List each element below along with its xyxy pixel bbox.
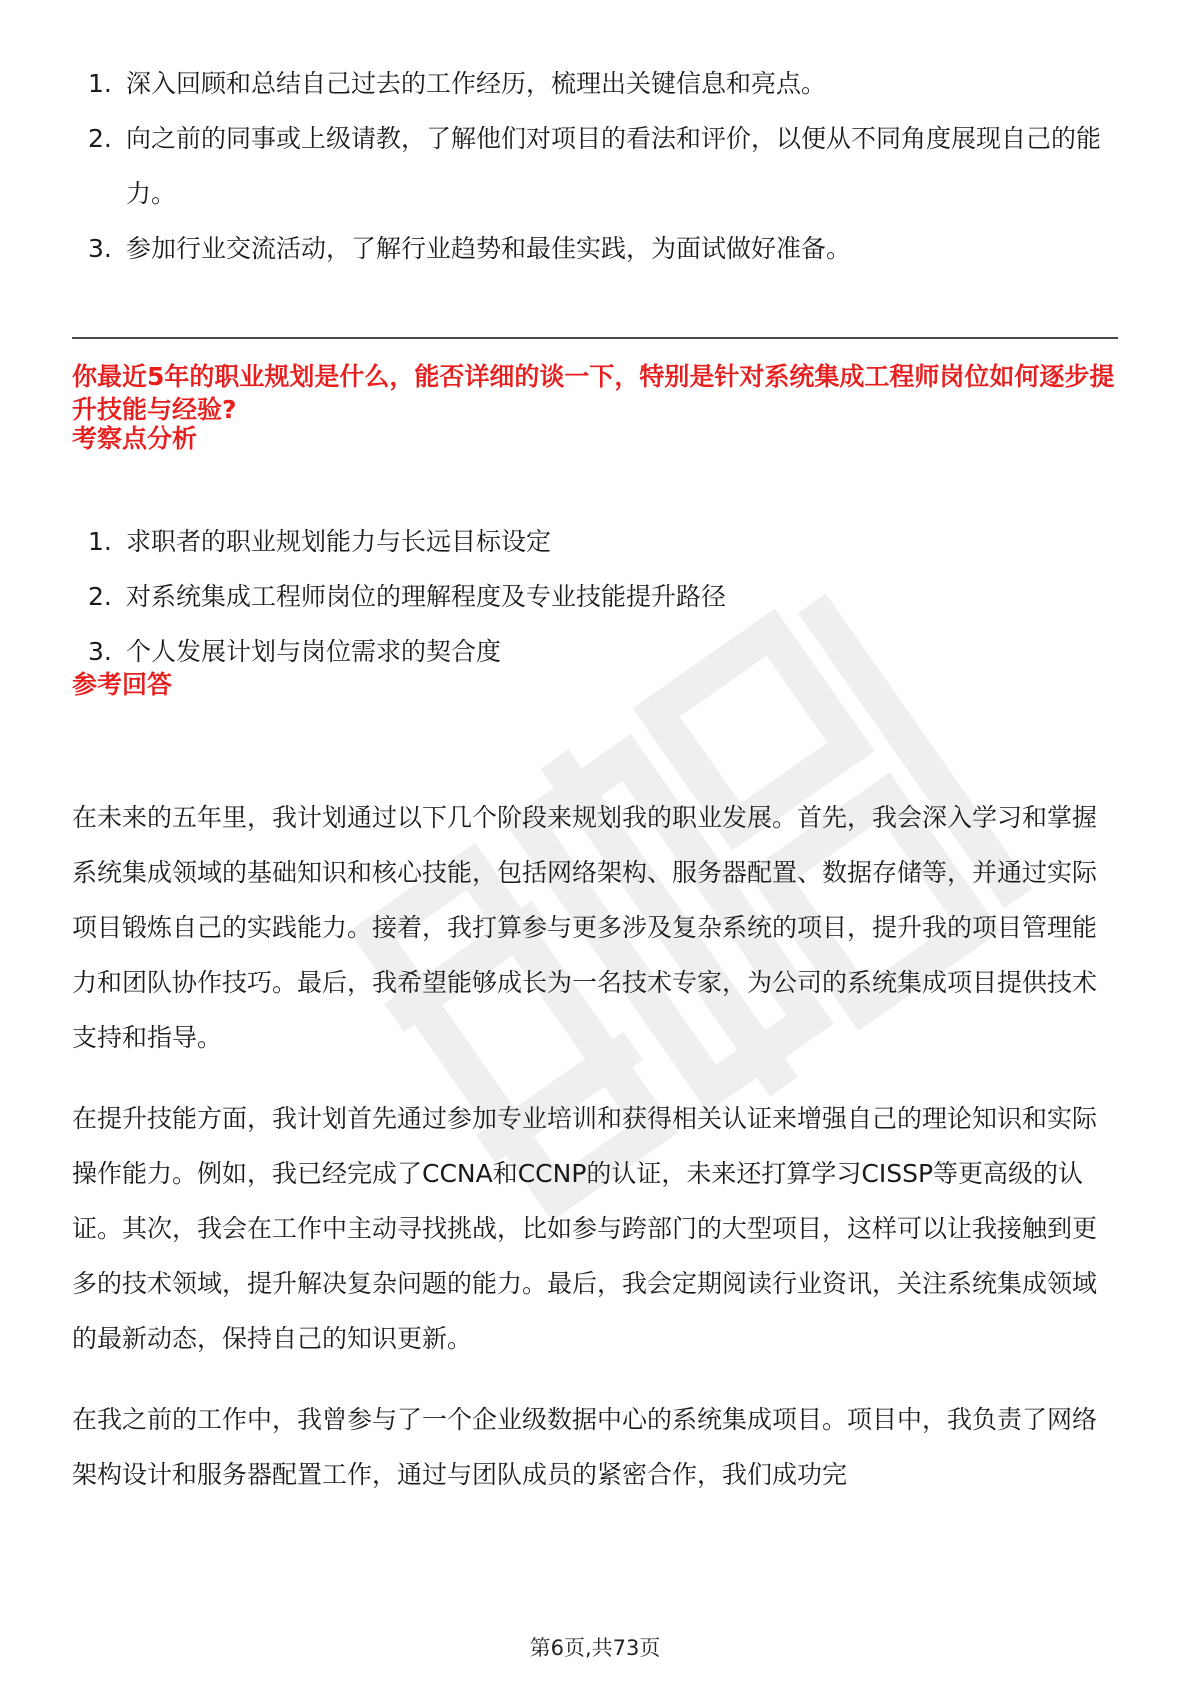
list-item-number: 2. <box>88 582 112 611</box>
intro-list <box>72 56 1118 276</box>
list-item-text: 向之前的同事或上级请教，了解他们对项目的看法和评价，以便从不同角度展现自己的能力。 <box>126 124 1102 208</box>
list-item-text: 对系统集成工程师岗位的理解程度及专业技能提升路径 <box>126 582 727 611</box>
list-item-text: 求职者的职业规划能力与长远目标设定 <box>126 527 552 556</box>
list-item-text: 个人发展计划与岗位需求的契合度 <box>126 637 502 666</box>
list-item <box>72 624 1118 679</box>
list-item-number: 1. <box>88 69 112 98</box>
answer-paragraph: 在未来的五年里，我计划通过以下几个阶段来规划我的职业发展。首先，我会深入学习和掌握系统集成领域的基础知识和核心技能，包括网络架构、服务器配置、数据存储等，并通过实际项目锻炼自己的实践能力。接着，我打算参与更多涉及复杂系统的项目，提升我的项目管理能力和团队协作技巧。最后，我希望能够成长为一名技术专家，为公司的系统集成项目提供技术支持和指导。 <box>72 803 1098 1052</box>
list-item <box>72 111 1118 221</box>
interview-question: 你最近5年的职业规划是什么，能否详细的谈一下，特别是针对系统集成工程师岗位如何逐步提升技能与经验? <box>72 362 1115 424</box>
analysis-heading: 考察点分析 <box>72 424 198 453</box>
section-divider <box>72 337 1118 339</box>
reference-heading: 参考回答 <box>72 670 173 699</box>
analysis-list <box>72 514 1118 679</box>
list-item <box>72 569 1118 624</box>
answer-paragraph: 在我之前的工作中，我曾参与了一个企业级数据中心的系统集成项目。项目中，我负责了网络架构设计和服务器配置工作，通过与团队成员的紧密合作，我们成功完 <box>72 1405 1098 1489</box>
answer-paragraph: 在提升技能方面，我计划首先通过参加专业培训和获得相关认证来增强自己的理论知识和实际操作能力。例如，我已经完成了CCNA和CCNP的认证，未来还打算学习CISSP等更高级的认证。其次，我会在工作中主动寻找挑战，比如参与跨部门的大型项目，这样可以让我接触到更多的技术领域，提升解决复杂问题的能力。最后，我会定期阅读行业资讯，关注系统集成领域的最新动态，保持自己的知识更新。 <box>72 1104 1098 1353</box>
list-item-number: 3. <box>88 637 112 666</box>
list-item <box>72 514 1118 569</box>
document-page <box>72 0 1118 1684</box>
list-item-text: 参加行业交流活动，了解行业趋势和最佳实践，为面试做好准备。 <box>126 234 852 263</box>
list-item <box>72 221 1118 276</box>
list-item <box>72 56 1118 111</box>
list-item-number: 1. <box>88 527 112 556</box>
page-number-footer: 第6页,共73页 <box>529 1636 661 1660</box>
reference-answer <box>72 790 1118 1528</box>
list-item-number: 3. <box>88 234 112 263</box>
list-item-number: 2. <box>88 124 112 153</box>
list-item-text: 深入回顾和总结自己过去的工作经历，梳理出关键信息和亮点。 <box>126 69 827 98</box>
